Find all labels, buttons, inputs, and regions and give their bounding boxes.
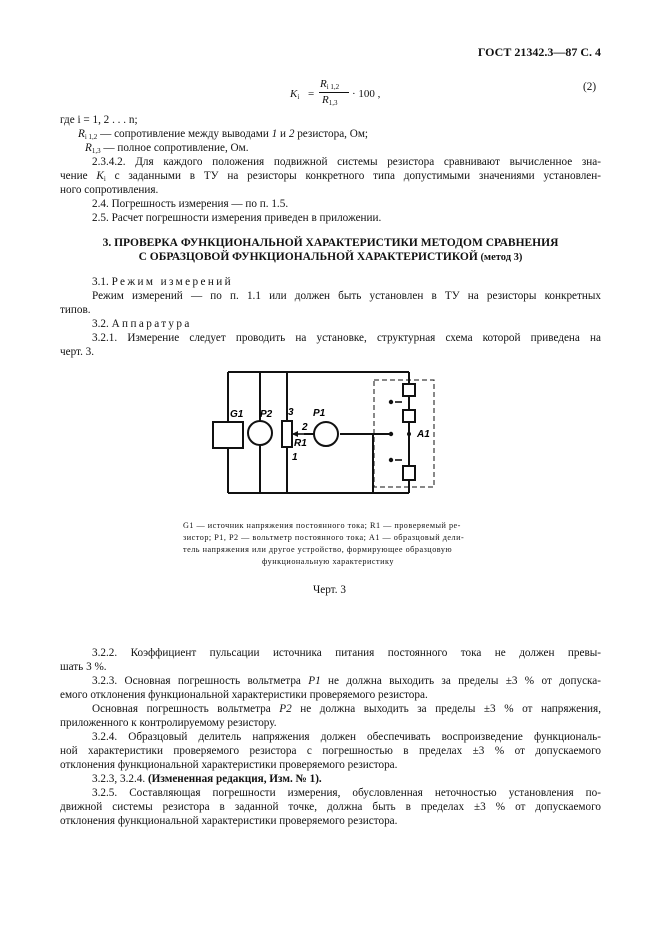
p32-heading: 3.2. Аппаратура xyxy=(92,318,192,330)
p2342-l2: чение $K_i$ с заданными в ТУ на резисторы конкретного типа допустимыми значениями установлен- xyxy=(60,170,601,183)
p323b-l1: Основная погрешность вольтметра P2 не должна выходить за пределы ±3 % от напряжения, xyxy=(92,703,601,715)
p2-voltmeter-symbol xyxy=(248,421,272,445)
p324-l3: отклонения функциональной характеристики проверяемого резистора. xyxy=(60,759,398,771)
section3-title-l2: С ОБРАЗЦОВОЙ ФУНКЦИОНАЛЬНОЙ ХАРАКТЕРИСТИКОЙ (метод 3) xyxy=(138,251,523,263)
label-a1: A1 xyxy=(417,429,430,440)
formula-number: (2) xyxy=(583,81,597,93)
p31-heading: 3.1. Режим измерений xyxy=(92,276,234,288)
p321-l2: черт. 3. xyxy=(60,346,95,358)
p322-l2: шать 3 %. xyxy=(60,661,107,673)
label-p1: P1 xyxy=(313,408,326,419)
circuit-diagram xyxy=(180,360,450,505)
fraction-bar xyxy=(319,92,349,93)
p323b-l2: приложенного к контролируемому резистору. xyxy=(60,717,277,729)
r1-resistor-symbol xyxy=(282,421,292,447)
p31-l2: типов. xyxy=(60,304,91,316)
p323-l2: емого отклонения функциональной характеристики проверяемого резистора. xyxy=(60,689,428,701)
p324-l2: ной характеристики проверяемого резистора с погрешностью в пределах ±3 % от допускаемого xyxy=(60,745,601,757)
label-g1: G1 xyxy=(230,409,244,420)
formula-lhs: K xyxy=(290,88,298,100)
caption-l1: G1 — источник напряжения постоянного тока; R1 — проверяемый ре- xyxy=(183,521,461,530)
p325-l1: 3.2.5. Составляющая погрешности измерения, обусловленная неточностью установления по- xyxy=(92,787,601,799)
g1-source-symbol xyxy=(213,422,243,448)
label-2: 2 xyxy=(302,422,308,433)
label-3: 3 xyxy=(288,407,294,418)
label-p2: P2 xyxy=(260,409,273,420)
p325-l2: движной системы резистора в заданной точке, должна быть в пределах ±3 % от допускаемого xyxy=(60,801,601,813)
label-1: 1 xyxy=(292,452,298,463)
label-r1: R1 xyxy=(294,438,307,449)
caption-l3: тель напряжения или другое устройство, формирующее образцовую xyxy=(183,545,453,554)
where-line: где i = 1, 2 . . . n; xyxy=(60,114,138,126)
p321-l1: 3.2.1. Измерение следует проводить на установке, структурная схема которой приведена на xyxy=(92,332,601,344)
def-r13: $R_{1,3}$ — полное сопротивление, Ом. xyxy=(85,142,249,155)
p25: 2.5. Расчет погрешности измерения приведен в приложении. xyxy=(92,212,382,224)
p2342-l3: ного сопротивления. xyxy=(60,184,159,196)
p324-l1: 3.2.4. Образцовый делитель напряжения должен обеспечивать воспроизведение функциональ- xyxy=(92,731,601,743)
caption-l4: функциональную характеристику xyxy=(262,557,394,566)
p323-l1: 3.2.3. Основная погрешность вольтметра P1 не должна выходить за пределы ±3 % от допуска- xyxy=(92,675,601,687)
page-header: ГОСТ 21342.3—87 С. 4 xyxy=(477,45,601,59)
p325-l3: отклонения функциональной характеристики проверяемого резистора. xyxy=(60,815,398,827)
p3234-amend: 3.2.3, 3.2.4. (Измененная редакция, Изм. № 1). xyxy=(92,773,322,785)
figure-label: Черт. 3 xyxy=(313,584,346,596)
section3-title-l1: 3. ПРОВЕРКА ФУНКЦИОНАЛЬНОЙ ХАРАКТЕРИСТИКИ МЕТОДОМ СРАВНЕНИЯ xyxy=(102,237,559,249)
p1-voltmeter-symbol xyxy=(314,422,338,446)
formula: $K_i$ = $R_{i 1,2}$ $R_{1,3}$ · 100 , xyxy=(290,78,381,107)
p2342-l1: 2.3.4.2. Для каждого положения подвижной системы резистора сравнивают вычисленное зна- xyxy=(92,156,601,168)
caption-l2: зистор; P1, P2 — вольтметр постоянного тока; A1 — образцовый дели- xyxy=(183,533,465,542)
p322-l1: 3.2.2. Коэффициент пульсации источника питания постоянного тока не должен превы- xyxy=(92,647,601,659)
p31-l1: Режим измерений — по п. 1.1 или должен быть установлен в ТУ на резисторы конкретных xyxy=(92,290,601,302)
def-r12: $R_{i 1,2}$ — сопротивление между выводами 1 и 2 резистора, Ом; xyxy=(78,128,369,141)
p24: 2.4. Погрешность измерения — по п. 1.5. xyxy=(92,198,289,210)
